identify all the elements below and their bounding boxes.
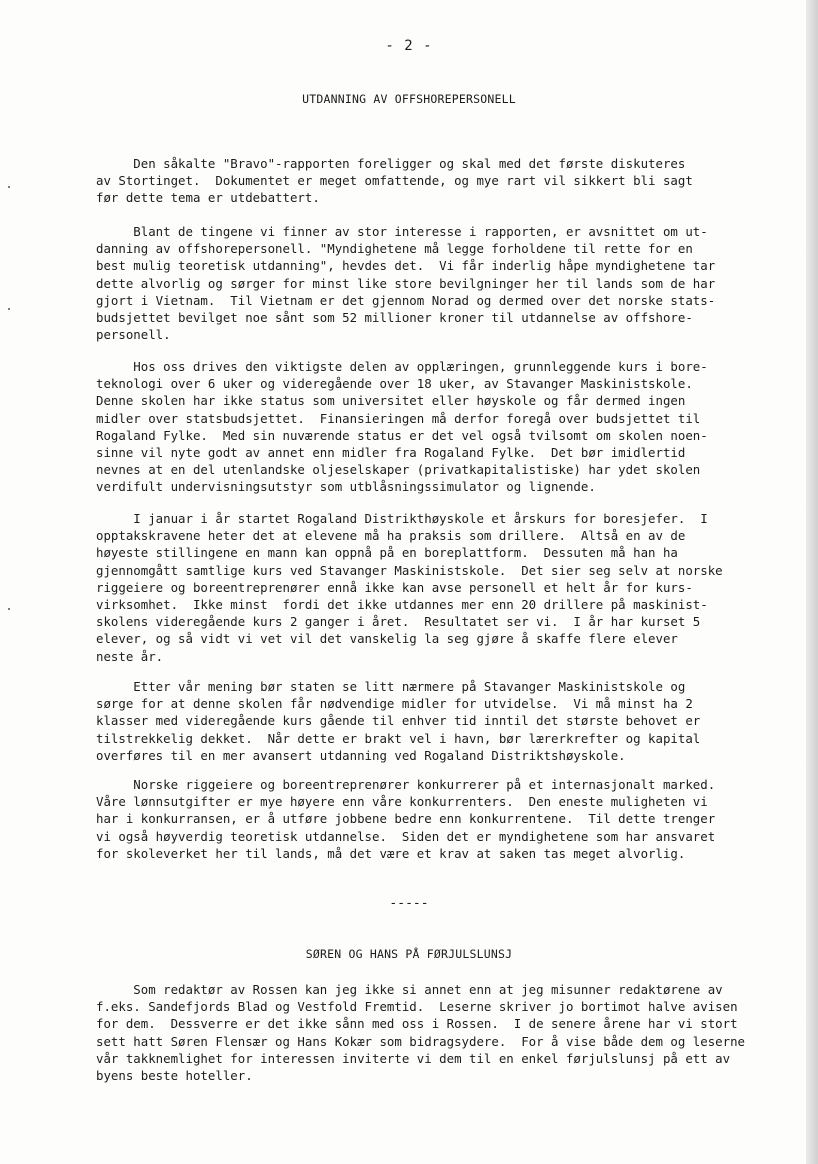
text-line: byens beste hoteller. (96, 1067, 253, 1083)
text-line: av Stortinget. Dokumentet er meget omfattende, og mye rart vil sikkert bli sagt (96, 173, 693, 189)
text-line: Den såkalte "Bravo"-rapporten foreligger og skal med det første diskuteres (96, 156, 686, 171)
text-line: skolens videregående kurs 2 ganger i året. Resultatet ser vi. I år har kurset 5 (96, 614, 701, 630)
scan-speck (8, 308, 10, 310)
text-line: Våre lønnsutgifter er mye høyere enn våre konkurrenters. Den eneste muligheten vi (96, 794, 708, 810)
text-line: f.eks. Sandefjords Blad og Vestfold Fremtid. Leserne skriver jo bortimot halve avisen (96, 999, 738, 1015)
text-line: sinne vil nyte godt av annet enn midler fra Rogaland Fylke. Det bør imidlertid (96, 444, 686, 460)
section-separator: ----- (389, 896, 429, 911)
text-line: overføres til en mer avansert utdanning ved Rogaland Distriktshøyskole. (96, 747, 626, 763)
text-line: sørge for at denne skolen får nødvendige midler for utvidelse. Vi må minst ha 2 (96, 696, 693, 712)
text-line: klasser med videregående kurs gående til enhver tid inntil det største behovet er (96, 713, 701, 729)
text-line: budsjettet bevilget noe sånt som 52 millioner kroner til utdannelse av offshore- (96, 309, 693, 325)
scan-speck (8, 608, 10, 610)
text-line: høyeste stillingene en mann kan oppnå på en boreplattform. Dessuten må han ha (96, 545, 678, 561)
text-line: gjort i Vietnam. Til Vietnam er det gjennom Norad og dermed over det norske stats- (96, 292, 716, 308)
scan-edge (806, 0, 818, 1164)
text-line: verdifult undervisningsutstyr som utblåsningssimulator og lignende. (96, 479, 596, 495)
text-line: før dette tema er utdebattert. (96, 190, 320, 206)
text-line: nevnes at en del utenlandske oljeselskaper (privatkapitalistiske) har ydet skolen (96, 462, 701, 478)
paragraph-6 (96, 776, 796, 862)
text-line: dette alvorlig og sørger for minst like store bevilgninger her til lands som de har (96, 275, 716, 291)
paragraph-4 (96, 510, 796, 665)
section-title-utdanning: UTDANNING AV OFFSHOREPERSONELL (302, 92, 516, 106)
text-line: gjennomgått samtlige kurs ved Stavanger Maskinistskole. Det sier seg selv at norske (96, 562, 723, 578)
text-line: I januar i år startet Rogaland Distrikthøyskole et årskurs for boresjefer. I (96, 511, 708, 526)
section-title-soren-og-hans: SØREN OG HANS PÅ FØRJULSLUNSJ (305, 947, 513, 961)
text-line: for skoleverket her til lands, må det være et krav at saken tas meget alvorlig. (96, 845, 686, 861)
text-line: tilstrekkelig dekket. Når dette er brakt vel i havn, bør lærerkrefter og kapital (96, 730, 701, 746)
text-line: elever, og så vidt vi vet vil det vanskelig la seg gjøre å skaffe flere elever (96, 631, 678, 647)
page-number: - 2 - (385, 38, 433, 54)
text-line: best mulig teoretisk utdanning", hevdes det. Vi får inderlig håpe myndighetene tar (96, 258, 716, 274)
text-line: riggeiere og boreentreprenører ennå ikke kan avse personell et helt år for kurs- (96, 579, 693, 595)
text-line: personell. (96, 327, 171, 343)
paragraph-3 (96, 358, 796, 496)
text-line: danning av offshorepersonell. "Myndighetene må legge forholdene til rette for en (96, 241, 693, 257)
paragraph-2 (96, 223, 796, 343)
text-line: vi også høyverdig teoretisk utdannelse. Siden det er myndighetene som har ansvaret (96, 828, 716, 844)
text-line: Blant de tingene vi finner av stor interesse i rapporten, er avsnittet om ut- (96, 224, 708, 239)
text-line: Denne skolen har ikke status som universitet eller høyskole og får dermed ingen (96, 393, 686, 409)
text-line: Rogaland Fylke. Med sin nuværende status er det vel også tvilsomt om skolen noen- (96, 427, 708, 443)
text-line: Hos oss drives den viktigste delen av opplæringen, grunnleggende kurs i bore- (96, 359, 708, 374)
text-line: opptakskravene heter det at elevene må ha praksis som drillere. Altså en av de (96, 528, 686, 544)
text-line: Etter vår mening bør staten se litt nærmere på Stavanger Maskinistskole og (96, 679, 686, 694)
paragraph-7 (96, 981, 796, 1084)
text-line: Som redaktør av Rossen kan jeg ikke si annet enn at jeg misunner redaktørene av (96, 982, 723, 997)
text-line: virksomhet. Ikke minst fordi det ikke utdannes mer enn 20 drillere på maskinist- (96, 596, 708, 612)
text-line: teknologi over 6 uker og videregående over 18 uker, av Stavanger Maskinistskole. (96, 376, 693, 392)
text-line: neste år. (96, 648, 164, 664)
text-line: har i konkurransen, er å utføre jobbene bedre enn konkurrentene. Til dette trenger (96, 811, 716, 827)
text-line: Norske riggeiere og boreentreprenører konkurrerer på et internasjonalt marked. (96, 777, 716, 792)
paragraph-1 (96, 155, 796, 207)
text-line: vår takknemlighet for interessen inviterte vi dem til en enkel førjulslunsj på ett av (96, 1050, 731, 1066)
scan-speck (8, 186, 10, 188)
text-line: sett hatt Søren Flensær og Hans Kokær som bidragsydere. For å vise både dem og leserne (96, 1033, 746, 1049)
text-line: for dem. Dessverre er det ikke sånn med oss i Rossen. I de senere årene har vi stort (96, 1016, 738, 1032)
text-line: midler over statsbudsjettet. Finansieringen må derfor foregå over budsjettet til (96, 410, 701, 426)
paragraph-5 (96, 678, 796, 764)
